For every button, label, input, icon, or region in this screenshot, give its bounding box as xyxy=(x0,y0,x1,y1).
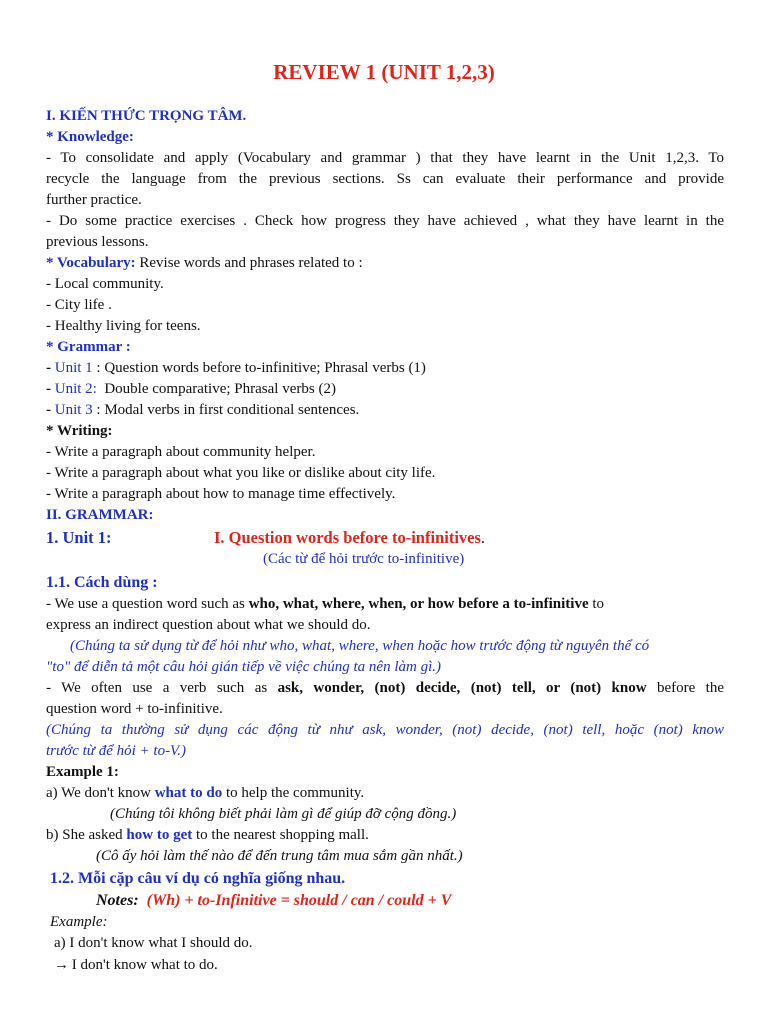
usage-1-line-2: express an indirect question about what we should do. xyxy=(46,617,371,633)
section-heading-key-knowledge: I. KIẾN THỨC TRỌNG TÂM. xyxy=(46,108,247,124)
usage-1-translation-1: (Chúng ta sử dụng từ để hỏi như who, what, where, when hoặc how trước động từ nguyên thể có xyxy=(70,638,650,654)
usage-1-translation-2: "to" để diễn tả một câu hỏi gián tiếp về việc chúng ta nên làm gì.) xyxy=(46,659,442,675)
example-text: b) She asked xyxy=(46,827,127,843)
knowledge-line-5: previous lessons. xyxy=(46,234,149,250)
knowledge-label: * Knowledge: xyxy=(46,129,134,145)
vocab-item: - Healthy living for teens. xyxy=(46,318,201,334)
unit-label: 1. Unit 1: xyxy=(46,528,112,547)
example-2-b-text: I don't know what to do. xyxy=(68,957,218,973)
example-text: a) We don't know xyxy=(46,785,155,801)
unit-title: I. Question words before to-infinitives xyxy=(214,528,481,547)
example-text: to help the community. xyxy=(222,785,365,801)
writing-label: * Writing: xyxy=(46,423,113,439)
grammar-item xyxy=(46,358,724,379)
usage-1-bold: who, what, where, when, or how before a to-infinitive xyxy=(248,596,589,612)
example-1-label: Example 1: xyxy=(46,764,119,780)
grammar-item-dash: - xyxy=(46,381,55,397)
grammar-item-dash: - xyxy=(46,360,55,376)
usage-2-line-1 xyxy=(46,678,724,699)
example-2-a: a) I don't know what I should do. xyxy=(54,935,253,951)
vocabulary-intro: Revise words and phrases related to : xyxy=(135,255,363,271)
pair-heading: 1.2. Mỗi cặp câu ví dụ có nghĩa giống nhau. xyxy=(50,870,346,887)
writing-item: - Write a paragraph about what you like or dislike about city life. xyxy=(46,465,436,481)
example-1-a xyxy=(46,783,724,804)
example-1-a-translation: (Chúng tôi không biết phải làm gì để giúp đỡ cộng đồng.) xyxy=(110,806,457,822)
unit-subtitle: (Các từ để hỏi trước to-infinitive) xyxy=(263,551,465,567)
unit-heading-line xyxy=(46,527,724,548)
usage-2-translation-1: (Chúng ta thường sử dụng các động từ như ask, wonder, (not) decide, (not) tell, hoặc (not) know xyxy=(46,722,724,738)
usage-heading: 1.1. Cách dùng : xyxy=(46,574,158,591)
writing-item: - Write a paragraph about community helper. xyxy=(46,444,316,460)
page-title: REVIEW 1 (UNIT 1,2,3) xyxy=(273,60,495,84)
example-1-b-translation: (Cô ấy hỏi làm thế nào để đến trung tâm mua sắm gần nhất.) xyxy=(96,848,463,864)
example-highlight: what to do xyxy=(154,785,223,801)
grammar-item-text: : Modal verbs in first conditional sentences. xyxy=(96,402,360,418)
usage-2-line-2: question word + to-infinitive. xyxy=(46,701,223,717)
notes-formula: (Wh) + to-Infinitive = should / can / could + V xyxy=(146,892,452,909)
vocabulary-line xyxy=(46,253,724,274)
usage-2-text: - We often use a verb such as xyxy=(46,680,278,696)
writing-item: - Write a paragraph about how to manage time effectively. xyxy=(46,486,396,502)
vocabulary-label: * Vocabulary: xyxy=(46,255,136,271)
grammar-item-unit: Unit 2: xyxy=(54,381,97,397)
grammar-item-text: Double comparative; Phrasal verbs (2) xyxy=(96,381,336,397)
usage-2-tail: before the xyxy=(646,680,724,696)
knowledge-line-4: - Do some practice exercises . Check how progress they have achieved , what they have learnt in the xyxy=(46,213,724,229)
knowledge-line-1: - To consolidate and apply (Vocabulary and grammar ) that they have learnt in the Unit 1,2,3. To xyxy=(46,150,724,166)
grammar-label: * Grammar : xyxy=(46,339,131,355)
usage-1-tail: to xyxy=(588,596,605,612)
section-heading-grammar: II. GRAMMAR: xyxy=(46,507,154,523)
vocab-item: - City life . xyxy=(46,297,112,313)
example-2-b xyxy=(54,955,732,976)
grammar-item-unit: Unit 1 xyxy=(54,360,97,376)
notes-label: Notes: xyxy=(96,892,139,909)
right-arrow-icon: → xyxy=(54,957,69,973)
grammar-item xyxy=(46,400,724,421)
usage-2-translation-2: trước từ để hỏi + to-V.) xyxy=(46,743,187,759)
example-highlight: how to get xyxy=(126,827,193,843)
grammar-item-unit: Unit 3 xyxy=(54,402,97,418)
knowledge-line-2: recycle the language from the previous sections. Ss can evaluate their performance and provide xyxy=(46,171,724,187)
notes-line xyxy=(96,890,724,911)
usage-1-text: - We use a question word such as xyxy=(46,596,249,612)
usage-2-bold: ask, wonder, (not) decide, (not) tell, or (not) know xyxy=(277,680,647,696)
unit-title-dot: . xyxy=(480,528,486,547)
usage-1-line-1 xyxy=(46,594,724,615)
grammar-item-text: : Question words before to-infinitive; Phrasal verbs (1) xyxy=(96,360,426,376)
example-1-b xyxy=(46,825,724,846)
knowledge-line-3: further practice. xyxy=(46,192,142,208)
example-text: to the nearest shopping mall. xyxy=(192,827,369,843)
grammar-item-dash: - xyxy=(46,402,55,418)
grammar-item xyxy=(46,379,724,400)
example-2-label: Example: xyxy=(50,914,108,930)
vocab-item: - Local community. xyxy=(46,276,164,292)
